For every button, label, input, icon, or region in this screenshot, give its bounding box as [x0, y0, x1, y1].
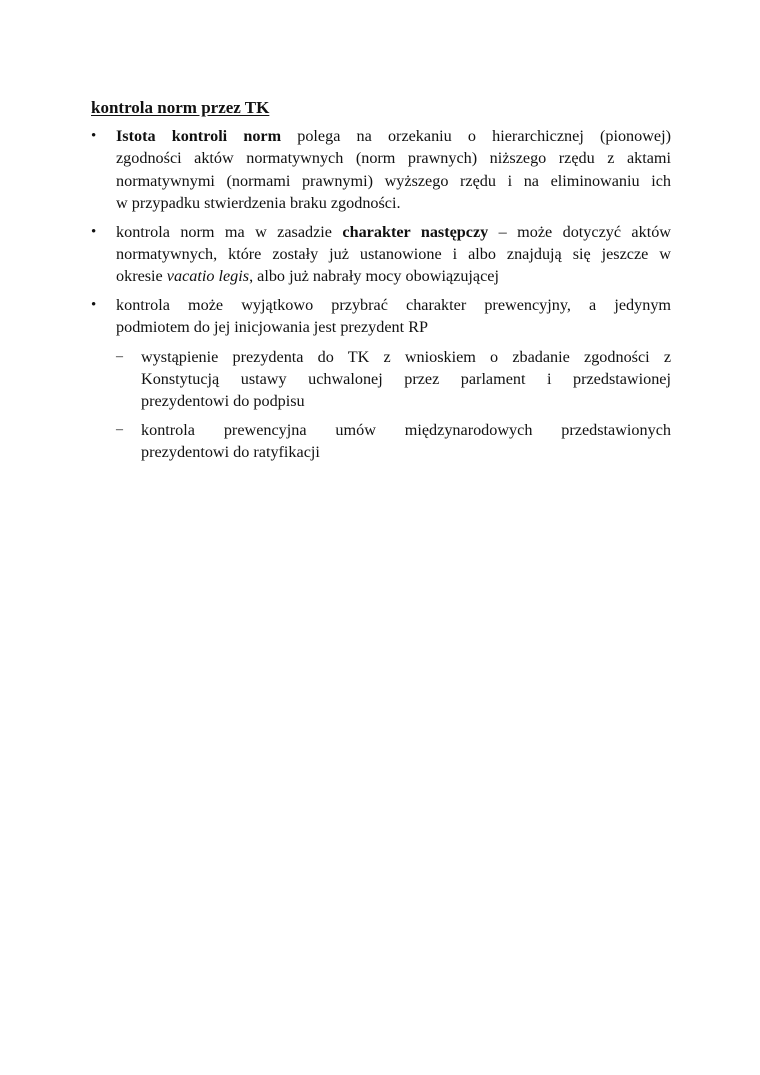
bullet-icon: •	[91, 128, 97, 144]
text-span: polega na orzekaniu o hierarchicznej (pionowej)	[281, 127, 671, 145]
text-line	[116, 125, 671, 147]
text-line: w przypadku stwierdzenia braku zgodności.	[116, 194, 401, 213]
text-line: podmiotem do jej inicjowania jest prezydent RP	[116, 318, 428, 337]
main-bullet-list	[91, 125, 671, 470]
text-line: prezydentowi do ratyfikacji	[141, 443, 320, 462]
text-line: normatywnych, które zostały już ustanowione i albo znajdują się jeszcze w	[116, 245, 671, 264]
text-line	[116, 221, 671, 243]
bold-term: charakter następczy	[342, 222, 489, 241]
text-line: Konstytucją ustawy uchwalonej przez parlament i przedstawionej	[141, 370, 671, 389]
bullet-icon: •	[91, 223, 97, 240]
text-line: kontrola prewencyjna umów międzynarodowych przedstawionych	[141, 420, 671, 439]
text-span: , albo już nabrały mocy obowiązującej	[249, 267, 499, 286]
text-line: normatywnymi (normami prawnymi) wyższego rzędu i na eliminowaniu ich	[116, 171, 671, 190]
list-item	[91, 221, 671, 288]
sub-list-item	[116, 346, 671, 413]
text-line: kontrola może wyjątkowo przybrać charakter prewencyjny, a jedynym	[116, 295, 671, 314]
text-span: okresie	[116, 267, 167, 286]
sub-list-item	[116, 419, 671, 464]
text-line: zgodności aktów normatywnych (norm prawnych) niższego rzędu z aktami	[116, 149, 671, 168]
list-item	[91, 125, 671, 215]
dash-icon: –	[116, 348, 123, 364]
page-title: kontrola norm przez TK	[91, 98, 270, 117]
sub-list	[116, 346, 671, 464]
bullet-icon: •	[91, 296, 97, 313]
text-line	[116, 265, 671, 287]
bold-lead: Istota kontroli norm	[116, 127, 282, 145]
text-span: kontrola norm ma w zasadzie	[116, 222, 343, 241]
italic-term: vacatio legis	[166, 267, 250, 286]
text-line: prezydentowi do podpisu	[141, 392, 305, 411]
text-span: – może dotyczyć aktów	[488, 222, 671, 241]
list-item	[91, 294, 671, 464]
text-line: wystąpienie prezydenta do TK z wnioskiem o zbadanie zgodności z	[141, 347, 671, 366]
dash-icon: –	[116, 421, 123, 437]
